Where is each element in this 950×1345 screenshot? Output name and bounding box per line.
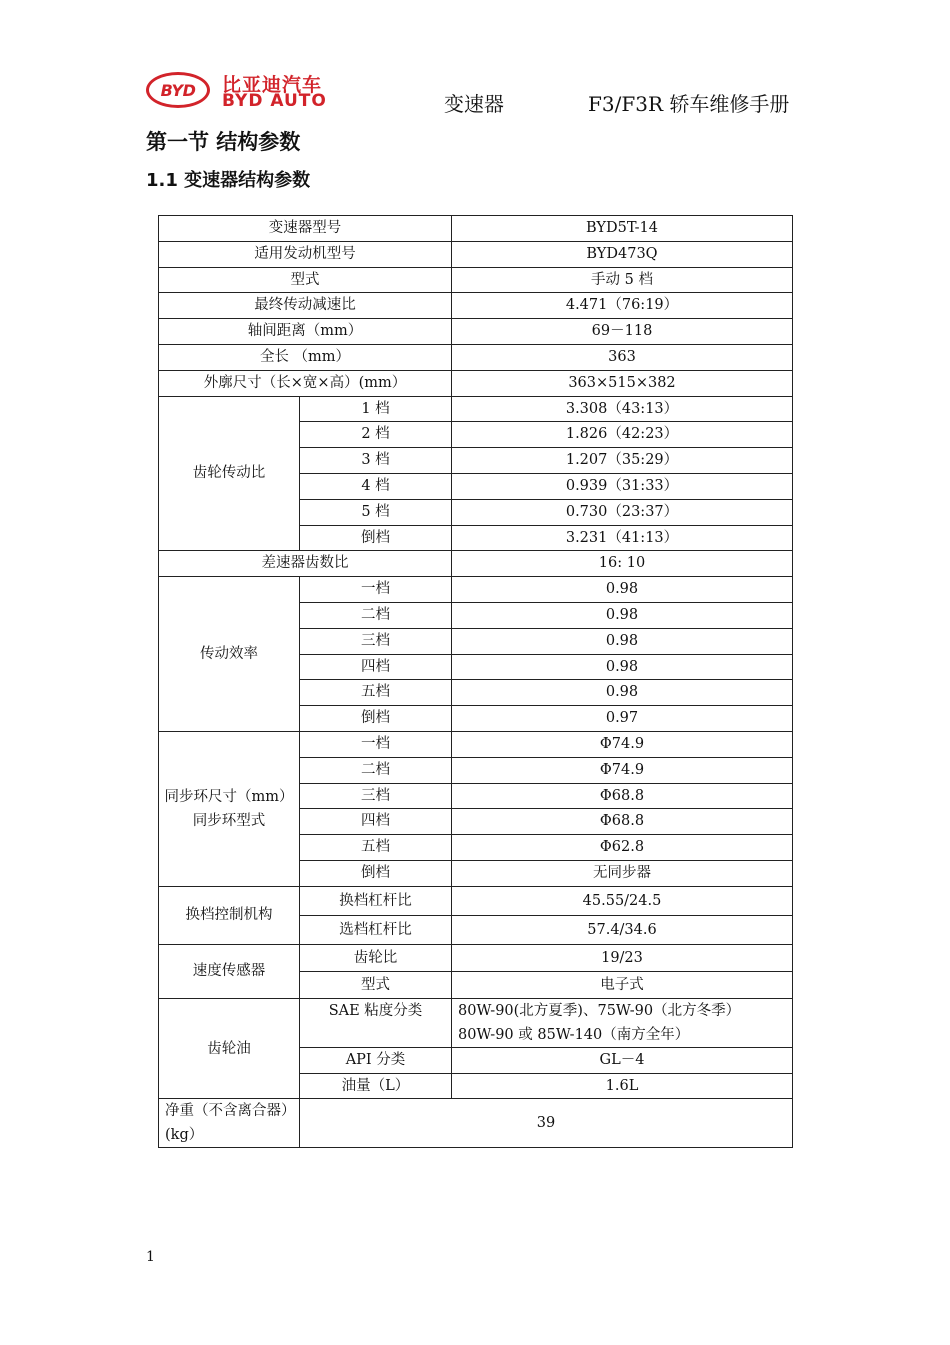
header-manual-title: F3/F3R 轿车维修手册 [588, 92, 790, 116]
gear-label: 1 档 [300, 396, 452, 422]
gear-label: 一档 [300, 577, 452, 603]
gear-value: 3.308（43:13） [452, 396, 793, 422]
table-row [159, 731, 793, 757]
table-row [159, 944, 793, 971]
gear-label: 3 档 [300, 448, 452, 474]
gear-value: 0.98 [452, 680, 793, 706]
gear-value: 0.730（23:37） [452, 499, 793, 525]
gear-value: 0.98 [452, 628, 793, 654]
item-value-sae [452, 998, 793, 1047]
row-value: 363×515×382 [452, 370, 793, 396]
row-value: BYD5T-14 [452, 216, 793, 242]
byd-logo-english: BYD AUTO [222, 91, 327, 111]
item-label: SAE 粘度分类 [300, 998, 452, 1047]
byd-logo-emblem: BYD [146, 72, 210, 108]
item-value: 45.55/24.5 [452, 886, 793, 915]
header-subject: 变速器 [444, 92, 504, 116]
table-row [159, 344, 793, 370]
row-label: 轴间距离（mm） [159, 319, 452, 345]
gear-value: 3.231（41:13） [452, 525, 793, 551]
table-row [159, 998, 793, 1047]
row-value: 手动 5 档 [452, 267, 793, 293]
gear-label: 二档 [300, 757, 452, 783]
table-row [159, 551, 793, 577]
gear-label: 四档 [300, 654, 452, 680]
row-value-net-weight: 39 [300, 1099, 793, 1148]
row-label: 型式 [159, 267, 452, 293]
item-label: 型式 [300, 971, 452, 998]
table-row [159, 370, 793, 396]
item-value: 1.6L [452, 1073, 793, 1099]
gear-label: 二档 [300, 602, 452, 628]
group-label-shift: 换档控制机构 [159, 886, 300, 944]
row-label: 最终传动减速比 [159, 293, 452, 319]
gear-value: 0.939（31:33） [452, 473, 793, 499]
gear-label: 四档 [300, 809, 452, 835]
gear-label: 倒档 [300, 706, 452, 732]
row-value: 69－118 [452, 319, 793, 345]
gear-label: 2 档 [300, 422, 452, 448]
row-value: 363 [452, 344, 793, 370]
row-label: 差速器齿数比 [159, 551, 452, 577]
section-title: 第一节 结构参数 [146, 130, 301, 154]
group-label-efficiency: 传动效率 [159, 577, 300, 732]
item-value: 57.4/34.6 [452, 915, 793, 944]
gear-value: 0.98 [452, 577, 793, 603]
table-row [159, 1099, 793, 1148]
table-row [159, 216, 793, 242]
item-label: 换档杠杆比 [300, 886, 452, 915]
group-label-gear-oil: 齿轮油 [159, 998, 300, 1099]
gear-label: 倒档 [300, 860, 452, 886]
table-row [159, 577, 793, 603]
byd-logo [146, 70, 328, 112]
gear-label: 倒档 [300, 525, 452, 551]
item-label: 选档杠杆比 [300, 915, 452, 944]
gear-label: 5 档 [300, 499, 452, 525]
row-label: 适用发动机型号 [159, 241, 452, 267]
page-number: 1 [146, 1249, 155, 1265]
gear-value: Φ74.9 [452, 757, 793, 783]
row-label: 变速器型号 [159, 216, 452, 242]
table-row [159, 267, 793, 293]
gear-label: 一档 [300, 731, 452, 757]
row-label-net-weight: 净重（不含离合器）(kg） [159, 1099, 300, 1148]
group-label-gear-ratio: 齿轮传动比 [159, 396, 300, 551]
table-row [159, 241, 793, 267]
gear-value: Φ62.8 [452, 835, 793, 861]
sae-line2: 80W-90 或 85W-140（南方全年） [458, 1026, 690, 1043]
gear-value: Φ74.9 [452, 731, 793, 757]
gear-value: 0.98 [452, 654, 793, 680]
item-label: 油量（L） [300, 1073, 452, 1099]
table-row [159, 319, 793, 345]
table-row [159, 293, 793, 319]
gear-value: 无同步器 [452, 860, 793, 886]
gear-label: 五档 [300, 680, 452, 706]
group-label-speed-sensor: 速度传感器 [159, 944, 300, 998]
row-value: 4.471（76:19） [452, 293, 793, 319]
item-value: 电子式 [452, 971, 793, 998]
item-label: API 分类 [300, 1047, 452, 1073]
gear-value: 1.207（35:29） [452, 448, 793, 474]
sae-line1: 80W-90(北方夏季)、75W-90（北方冬季） [458, 1002, 741, 1019]
item-label: 齿轮比 [300, 944, 452, 971]
synchro-label-line1: 同步环尺寸（mm） [164, 788, 294, 805]
gear-label: 4 档 [300, 473, 452, 499]
row-label: 全长 （mm） [159, 344, 452, 370]
item-value: 19/23 [452, 944, 793, 971]
gear-value: Φ68.8 [452, 809, 793, 835]
item-value: GL－4 [452, 1047, 793, 1073]
byd-logo-chinese: 比亚迪汽车 [222, 74, 323, 96]
subsection-title: 1.1 变速器结构参数 [146, 170, 311, 191]
gear-value: 1.826（42:23） [452, 422, 793, 448]
synchro-label-line2: 同步环型式 [192, 812, 266, 829]
gear-value: 0.97 [452, 706, 793, 732]
transmission-spec-table [158, 215, 793, 1148]
gear-label: 五档 [300, 835, 452, 861]
gear-label: 三档 [300, 628, 452, 654]
table-row [159, 396, 793, 422]
row-value: 16: 10 [452, 551, 793, 577]
gear-value: 0.98 [452, 602, 793, 628]
table-row [159, 886, 793, 915]
group-label-synchro [159, 731, 300, 886]
row-value: BYD473Q [452, 241, 793, 267]
gear-value: Φ68.8 [452, 783, 793, 809]
row-label: 外廓尺寸（长×宽×高）(mm） [159, 370, 452, 396]
gear-label: 三档 [300, 783, 452, 809]
